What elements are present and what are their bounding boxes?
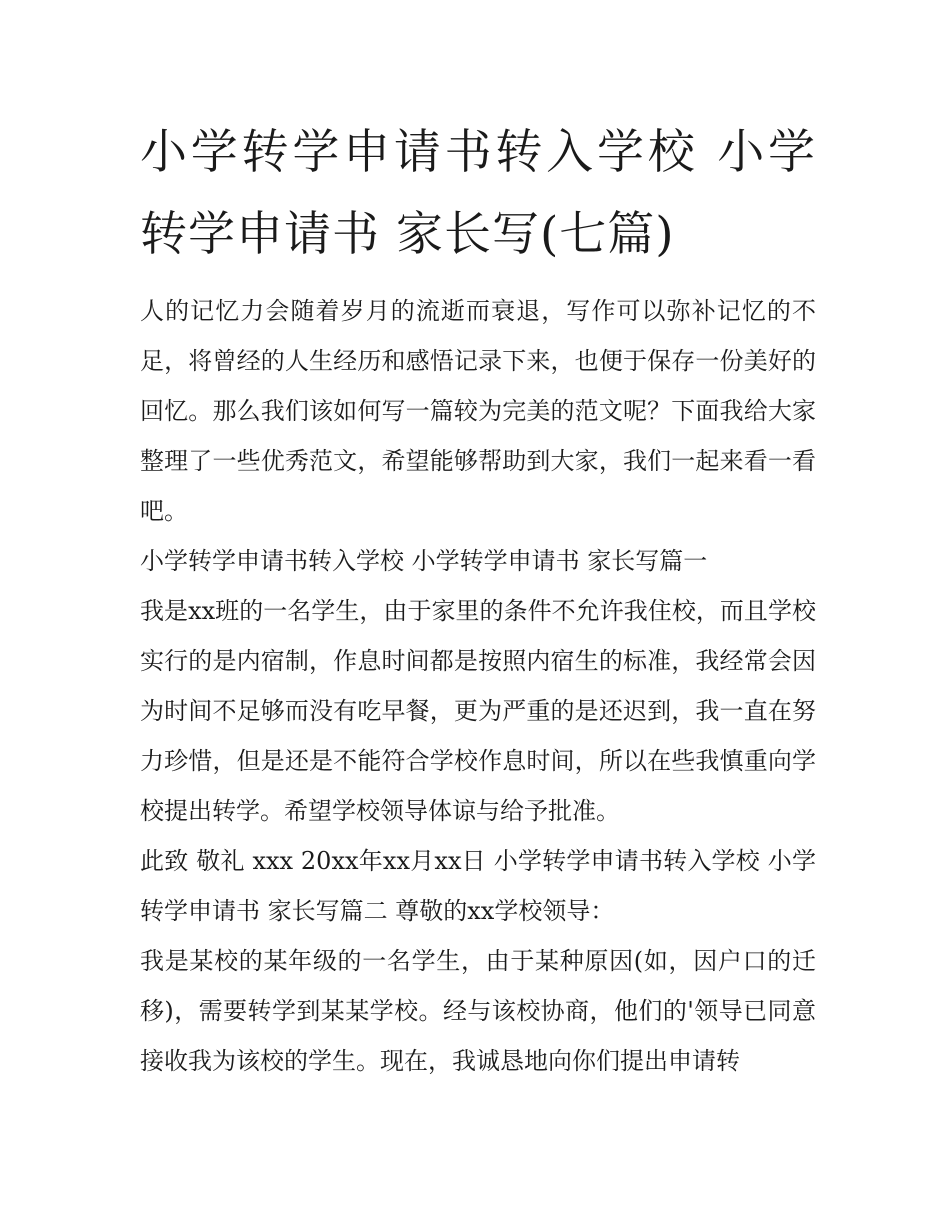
section-two-body: 我是某校的某年级的一名学生，由于某种原因(如，因户口的迁移)，需要转学到某某学校。经与该校协商，他们的'领导已同意接收我为该校的学生。现在，我诚恳地向你们提出申请转 bbox=[140, 947, 816, 1075]
title-block bbox=[140, 112, 816, 276]
document-page bbox=[140, 112, 816, 1086]
section-one-heading: 小学转学申请书转入学校 小学转学申请书 家长写篇一 bbox=[140, 547, 708, 575]
closing-and-section-two-heading: 此致 敬礼 xxx 20xx年xx月xx日 小学转学申请书转入学校 小学转学申请书 家长写篇二 尊敬的xx学校领导： bbox=[140, 847, 816, 925]
section-one-body: 我是xx班的一名学生，由于家里的条件不允许我住校，而且学校实行的是内宿制，作息时间都是按照内宿生的标准，我经常会因为时间不足够而没有吃早餐，更为严重的是还迟到，我一直在努力珍惜，但是还是不能符合学校作息时间，所以在些我慎重向学校提出转学。希望学校领导体谅与给予批准。 bbox=[140, 597, 816, 825]
document-title: 小学转学申请书转入学校 小学转学申请书 家长写(七篇) bbox=[140, 125, 816, 262]
intro-paragraph: 人的记忆力会随着岁月的流逝而衰退，写作可以弥补记忆的不足，将曾经的人生经历和感悟记录下来，也便于保存一份美好的回忆。那么我们该如何写一篇较为完美的范文呢？下面我给大家整理了一些优秀范文，希望能够帮助到大家，我们一起来看一看吧。 bbox=[140, 297, 816, 525]
